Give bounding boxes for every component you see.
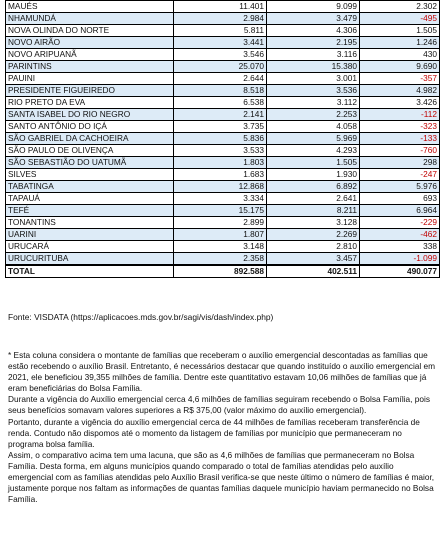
difference-cell: -229 [360,217,440,229]
table-row [6,229,440,241]
municipality-cell: NOVA OLINDA DO NORTE [6,25,174,37]
difference-cell: -495 [360,13,440,25]
table-row [6,1,440,13]
table-total-row [6,265,440,278]
emergency-aid-families-cell: 2.141 [174,109,267,121]
emergency-aid-families-cell: 15.175 [174,205,267,217]
auxilio-brasil-families-cell: 2.253 [267,109,360,121]
municipality-cell: PAUINI [6,73,174,85]
emergency-aid-families-cell: 2.899 [174,217,267,229]
emergency-aid-families-cell: 11.401 [174,1,267,13]
difference-cell: 298 [360,157,440,169]
note-paragraph: Portanto, durante a vigência do auxílio emergencial cerca de 44 milhões de famílias receberam transferência de renda. Contudo não dispomos até o momento da listagem de famílias por município que permaneceram no programa bolsa família. [8,416,420,449]
emergency-aid-families-cell: 3.334 [174,193,267,205]
auxilio-brasil-families-cell: 4.306 [267,25,360,37]
auxilio-brasil-families-cell: 402.511 [267,265,360,278]
emergency-aid-families-cell: 892.588 [174,265,267,278]
auxilio-brasil-families-cell: 3.457 [267,253,360,266]
table-row [6,181,440,193]
table-row [6,121,440,133]
difference-cell: -112 [360,109,440,121]
auxilio-brasil-families-cell: 3.479 [267,13,360,25]
table-row [6,253,440,266]
auxilio-brasil-families-cell: 15.380 [267,61,360,73]
auxilio-brasil-families-cell: 4.058 [267,121,360,133]
emergency-aid-families-cell: 1.683 [174,169,267,181]
difference-cell: 1.505 [360,25,440,37]
emergency-aid-families-cell: 1.807 [174,229,267,241]
difference-cell: 1.246 [360,37,440,49]
emergency-aid-families-cell: 5.836 [174,133,267,145]
difference-cell: 9.690 [360,61,440,73]
municipality-cell: TONANTINS [6,217,174,229]
auxilio-brasil-families-cell: 3.128 [267,217,360,229]
difference-cell: -133 [360,133,440,145]
difference-cell: 3.426 [360,97,440,109]
table-row [6,169,440,181]
emergency-aid-families-cell: 2.984 [174,13,267,25]
difference-cell: 693 [360,193,440,205]
emergency-aid-families-cell: 12.868 [174,181,267,193]
municipality-cell: SANTO ANTÔNIO DO IÇÁ [6,121,174,133]
source-line: Fonte: VISDATA (https://aplicacoes.mds.gov.br/sagi/vis/dash/index.php) [8,312,274,322]
table-row [6,49,440,61]
difference-cell: 4.982 [360,85,440,97]
difference-cell: 2.302 [360,1,440,13]
difference-cell: -1.099 [360,253,440,266]
emergency-aid-families-cell: 8.518 [174,85,267,97]
note-paragraph: Assim, o comparativo acima tem uma lacuna, que são as 4,6 milhões de famílias que permaneceram no Bolsa Família. Desta forma, em alguns municípios quando comparado o total de famílias atendidas pelo auxílio emergencial com as famílias atendidas pelo Auxílio Brasil verifica-se que neste último o número de famílias é maior, justamente porque nos faltam as informações de quantas famílias daquele município haviam permanecido no Bolsa Família. [8,449,435,505]
emergency-aid-families-cell: 1.803 [174,157,267,169]
municipality-cell: NOVO ARIPUANÃ [6,49,174,61]
emergency-aid-families-cell: 3.441 [174,37,267,49]
table-row [6,193,440,205]
emergency-aid-families-cell: 3.546 [174,49,267,61]
difference-cell: -247 [360,169,440,181]
auxilio-brasil-families-cell: 3.112 [267,97,360,109]
auxilio-brasil-families-cell: 2.641 [267,193,360,205]
auxilio-brasil-families-cell: 4.293 [267,145,360,157]
emergency-aid-families-cell: 2.644 [174,73,267,85]
emergency-aid-families-cell: 3.735 [174,121,267,133]
difference-cell: 490.077 [360,265,440,278]
emergency-aid-families-cell: 3.533 [174,145,267,157]
municipality-cell: TAPAUÁ [6,193,174,205]
municipality-cell: TEFÉ [6,205,174,217]
municipality-cell: UARINI [6,229,174,241]
table-row [6,85,440,97]
table-row [6,25,440,37]
table-row [6,157,440,169]
municipality-cell: PARINTINS [6,61,174,73]
municipality-cell: TABATINGA [6,181,174,193]
municipality-cell: PRESIDENTE FIGUEIREDO [6,85,174,97]
municipality-cell: SANTA ISABEL DO RIO NEGRO [6,109,174,121]
auxilio-brasil-families-cell: 1.930 [267,169,360,181]
emergency-aid-families-cell: 6.538 [174,97,267,109]
auxilio-brasil-families-cell: 9.099 [267,1,360,13]
auxilio-brasil-families-cell: 2.269 [267,229,360,241]
table-row [6,61,440,73]
difference-cell: -357 [360,73,440,85]
auxilio-brasil-families-cell: 3.536 [267,85,360,97]
municipality-cell: URUCARÁ [6,241,174,253]
municipality-cell: NHAMUNDÁ [6,13,174,25]
table-row [6,73,440,85]
table-row [6,97,440,109]
emergency-aid-families-cell: 25.070 [174,61,267,73]
note-paragraph: * Esta coluna considera o montante de famílias que receberam o auxílio emergencial descontadas as famílias que estão recebendo o auxílio Brasil. Entretanto, é necessários destacar que quando instituído o auxílio emergencial em 2021, ele beneficiou 39,355 milhões de família. Dentre este quantitativo estavam 10,06 milhões de famílias que já eram beneficiárias do Bolsa Família. [8,350,436,394]
table-row [6,217,440,229]
difference-cell: -323 [360,121,440,133]
municipality-table [5,0,440,278]
auxilio-brasil-families-cell: 2.195 [267,37,360,49]
table-row [6,109,440,121]
table-row [6,37,440,49]
footnotes [8,350,436,505]
municipality-cell: SÃO SEBASTIÃO DO UATUMÃ [6,157,174,169]
difference-cell: 5.976 [360,181,440,193]
table-row [6,133,440,145]
auxilio-brasil-families-cell: 2.810 [267,241,360,253]
difference-cell: -760 [360,145,440,157]
table-row [6,145,440,157]
difference-cell: 430 [360,49,440,61]
emergency-aid-families-cell: 5.811 [174,25,267,37]
difference-cell: 338 [360,241,440,253]
table-body [6,1,440,278]
auxilio-brasil-families-cell: 5.969 [267,133,360,145]
municipality-cell: SÃO PAULO DE OLIVENÇA [6,145,174,157]
emergency-aid-families-cell: 2.358 [174,253,267,266]
municipality-cell: NOVO AIRÃO [6,37,174,49]
table-row [6,241,440,253]
municipality-cell: RIO PRETO DA EVA [6,97,174,109]
note-paragraph: Durante a vigência do Auxílio emergencial cerca 4,6 milhões de famílias seguiram recebendo o Bolsa Família, pois seus benefícios somavam valores superiores a R$ 375,00 (valor máximo do auxílio emergencial). [8,394,430,416]
municipality-cell: TOTAL [6,265,174,278]
auxilio-brasil-families-cell: 3.001 [267,73,360,85]
difference-cell: -462 [360,229,440,241]
table-row [6,205,440,217]
auxilio-brasil-families-cell: 1.505 [267,157,360,169]
auxilio-brasil-families-cell: 8.211 [267,205,360,217]
municipality-cell: SÃO GABRIEL DA CACHOEIRA [6,133,174,145]
table-row [6,13,440,25]
emergency-aid-families-cell: 3.148 [174,241,267,253]
auxilio-brasil-families-cell: 6.892 [267,181,360,193]
municipality-cell: SILVES [6,169,174,181]
auxilio-brasil-families-cell: 3.116 [267,49,360,61]
municipality-cell: URUCURITUBA [6,253,174,266]
municipality-cell: MAUÉS [6,1,174,13]
difference-cell: 6.964 [360,205,440,217]
